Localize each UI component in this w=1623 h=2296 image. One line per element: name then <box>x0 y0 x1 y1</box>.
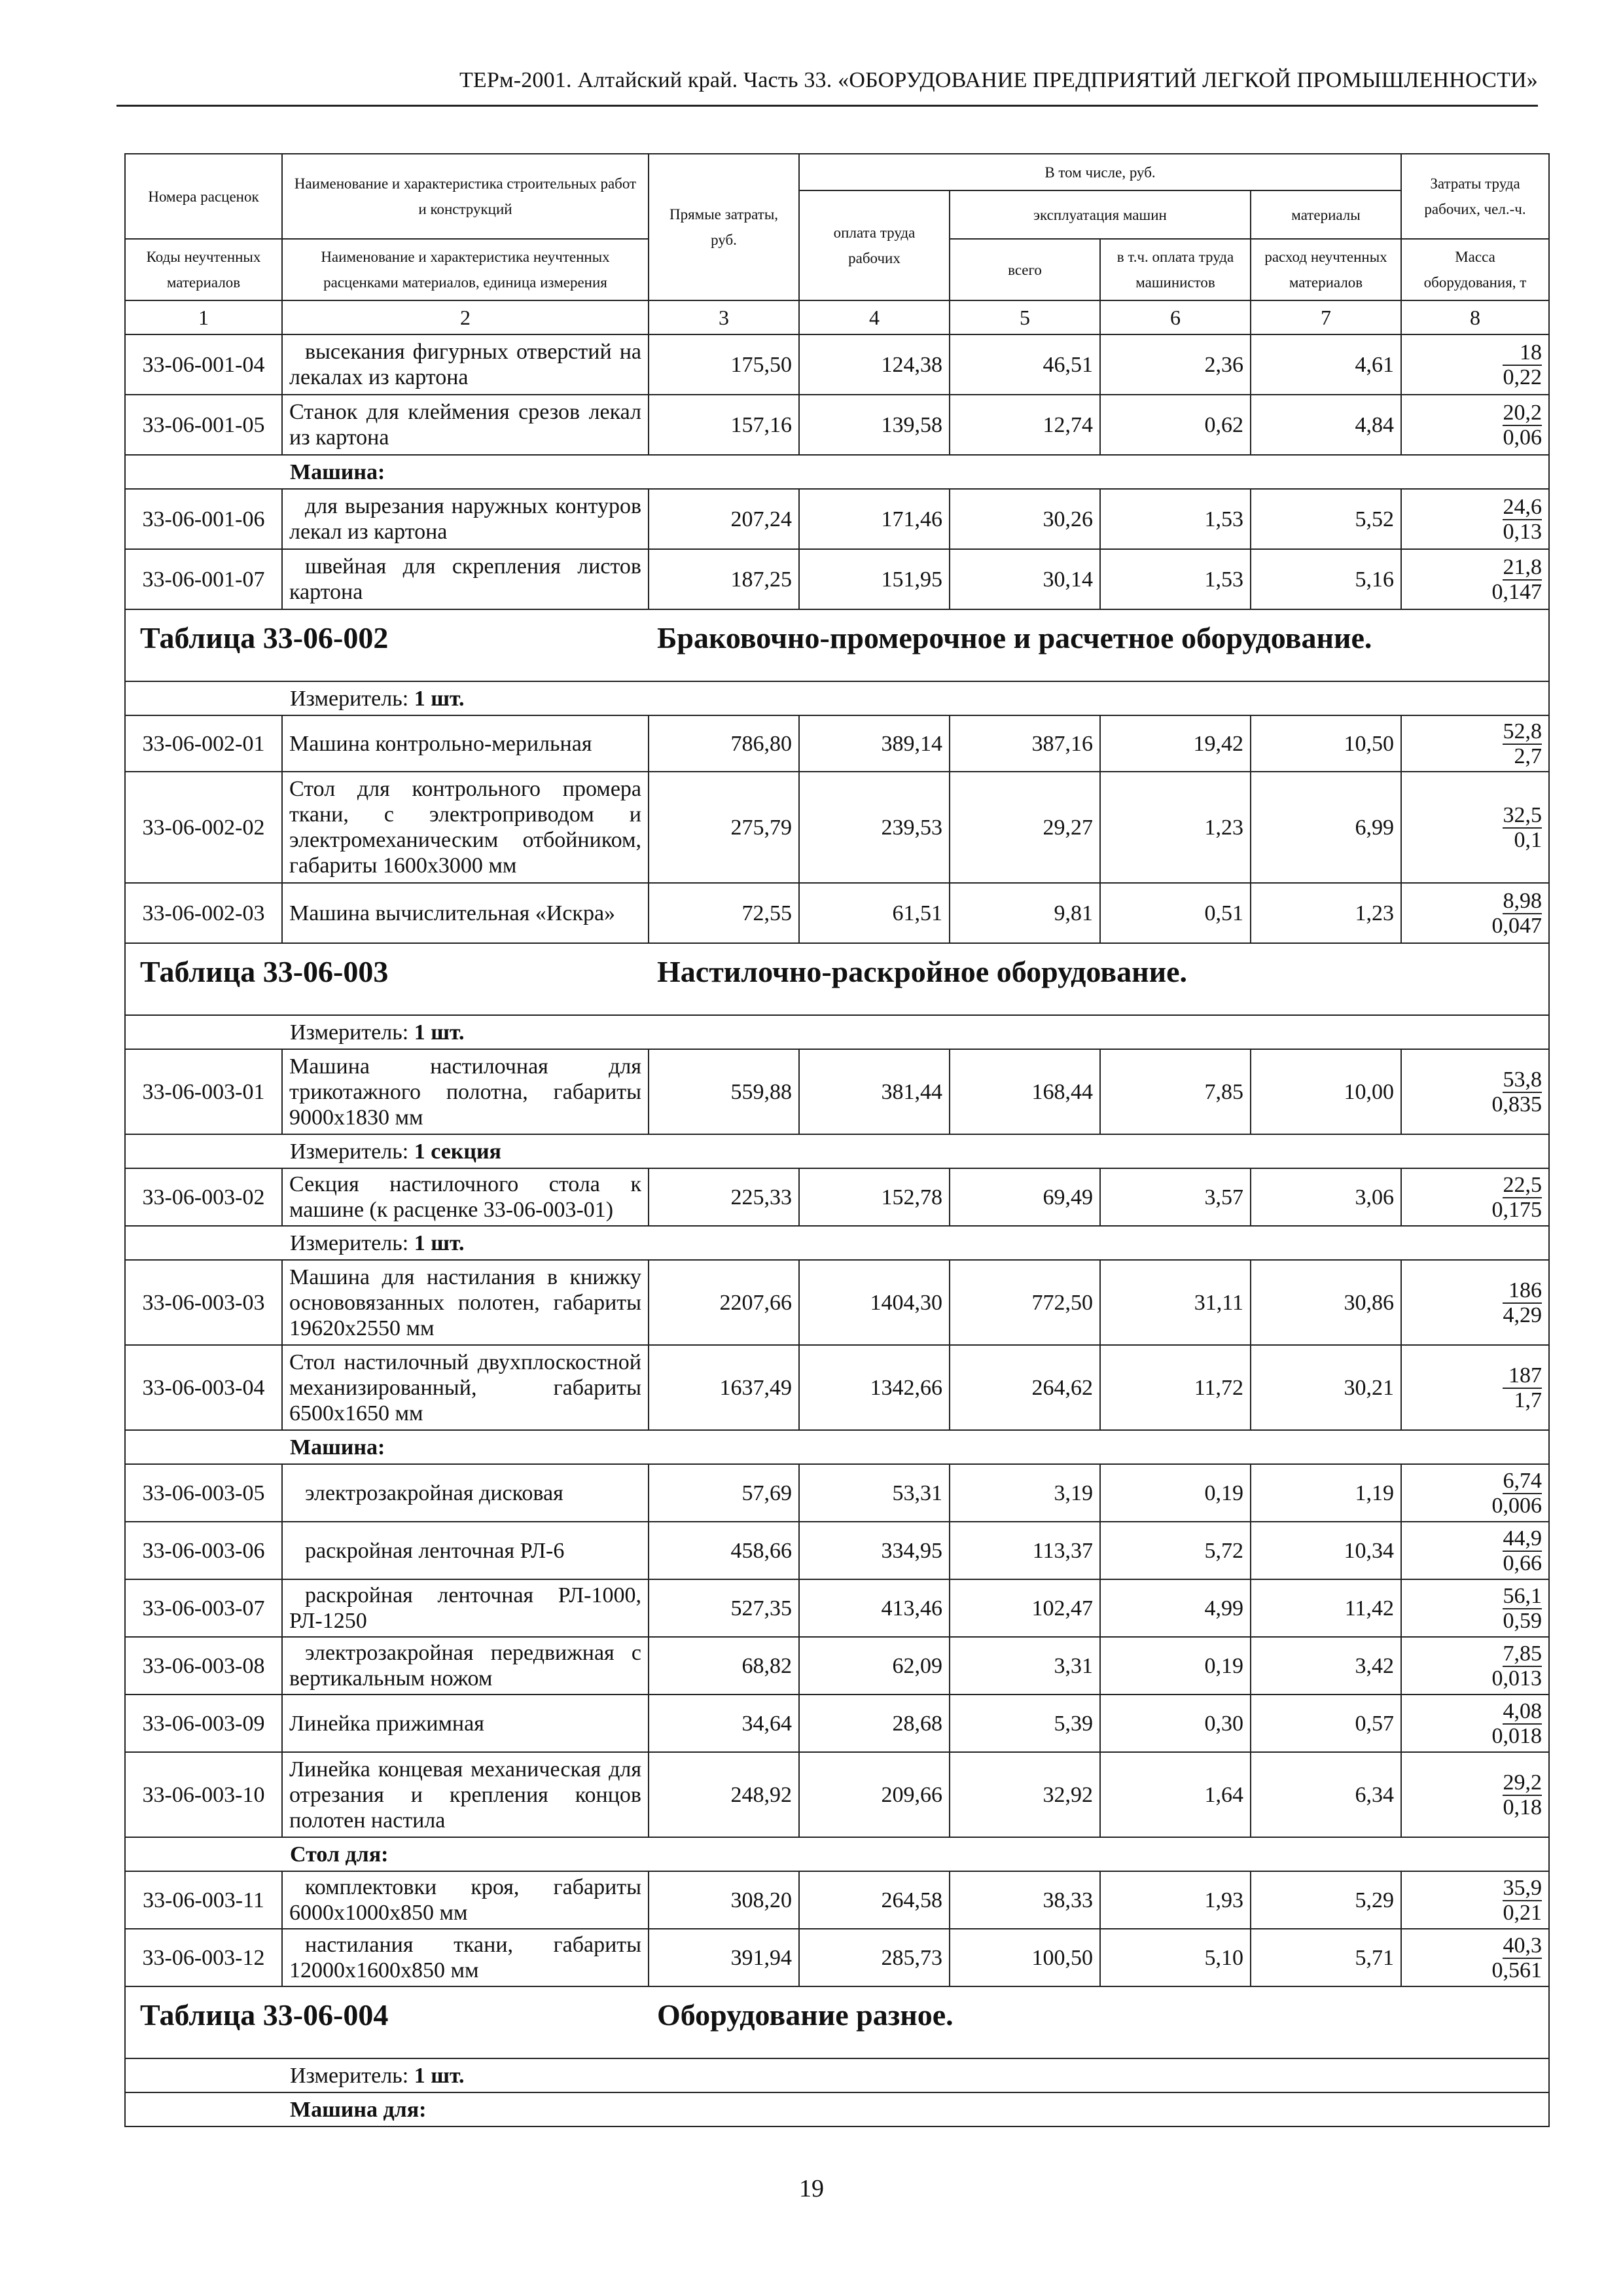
page-number: 19 <box>799 2175 824 2202</box>
table-row <box>125 489 1549 549</box>
labor-pay: 139,58 <box>799 395 950 455</box>
materials: 30,21 <box>1251 1345 1401 1430</box>
measure-value: 1 шт. <box>414 1230 465 1255</box>
group-label: Машина: <box>282 455 1549 489</box>
machines-total: 69,49 <box>950 1168 1100 1226</box>
labor-mass-fraction <box>1401 1637 1549 1695</box>
machines-pay: 1,93 <box>1100 1871 1251 1929</box>
table-row <box>125 334 1549 395</box>
rate-name: Секция настилочного стола к машине (к расценке 33-06-003-01) <box>282 1168 649 1226</box>
rate-code: 33-06-003-04 <box>125 1345 282 1430</box>
rate-code: 33-06-003-01 <box>125 1049 282 1134</box>
materials: 4,61 <box>1251 334 1401 395</box>
col-machines-header: эксплуатация машин <box>950 190 1251 239</box>
table-body <box>125 334 1549 2126</box>
labor-mass-fraction <box>1401 1464 1549 1522</box>
machines-total: 3,19 <box>950 1464 1100 1522</box>
machines-total: 38,33 <box>950 1871 1100 1929</box>
subtable-title: Таблица 33-06-003 <box>140 955 389 988</box>
labor-cost-value: 29,2 <box>1503 1770 1543 1795</box>
rate-name: высекания фигурных отверстий на лекалах из картона <box>282 334 649 395</box>
subtable-heading <box>125 1986 1549 2058</box>
labor-cost-value: 4,08 <box>1503 1699 1543 1723</box>
measure-label <box>282 2058 1549 2092</box>
mass-value: 0,22 <box>1503 365 1543 389</box>
rate-name: Линейка концевая механическая для отрезания и крепления концов полотен настила <box>282 1752 649 1837</box>
machines-pay: 1,53 <box>1100 489 1251 549</box>
labor-pay: 389,14 <box>799 715 950 772</box>
col-labor-cost-header: Затраты труда рабочих, чел.-ч. <box>1401 154 1549 239</box>
labor-cost-value: 53,8 <box>1503 1067 1543 1092</box>
materials: 1,19 <box>1251 1464 1401 1522</box>
table-row <box>125 772 1549 883</box>
table-row <box>125 395 1549 455</box>
materials: 5,52 <box>1251 489 1401 549</box>
direct-cost: 157,16 <box>649 395 799 455</box>
machines-pay: 4,99 <box>1100 1579 1251 1637</box>
subtable-heading-row <box>125 943 1549 1015</box>
machines-total: 5,39 <box>950 1695 1100 1752</box>
col-direct-header: Прямые затраты, руб. <box>649 154 799 300</box>
labor-cost-value: 8,98 <box>1503 889 1543 913</box>
labor-pay: 1342,66 <box>799 1345 950 1430</box>
machines-total: 29,27 <box>950 772 1100 883</box>
table-header <box>125 154 1549 334</box>
mass-value: 0,006 <box>1491 1494 1543 1518</box>
measure-row <box>125 1134 1549 1168</box>
direct-cost: 57,69 <box>649 1464 799 1522</box>
materials: 5,71 <box>1251 1929 1401 1986</box>
rate-code: 33-06-003-02 <box>125 1168 282 1226</box>
rate-code: 33-06-002-01 <box>125 715 282 772</box>
materials: 0,57 <box>1251 1695 1401 1752</box>
col-codes-alt-header: Коды неучтенных материалов <box>125 239 282 300</box>
direct-cost: 225,33 <box>649 1168 799 1226</box>
labor-pay: 285,73 <box>799 1929 950 1986</box>
measure-prefix: Измеритель: <box>290 1020 409 1045</box>
labor-mass-fraction <box>1401 1579 1549 1637</box>
measure-value: 1 шт. <box>414 1020 465 1045</box>
direct-cost: 68,82 <box>649 1637 799 1695</box>
machines-total: 102,47 <box>950 1579 1100 1637</box>
labor-mass-fraction <box>1401 1522 1549 1579</box>
labor-cost-value: 32,5 <box>1503 803 1543 827</box>
materials: 30,86 <box>1251 1260 1401 1345</box>
group-label-row <box>125 1837 1549 1871</box>
rate-code: 33-06-001-04 <box>125 334 282 395</box>
labor-pay: 53,31 <box>799 1464 950 1522</box>
group-label-row <box>125 2092 1549 2126</box>
rate-name: электрозакройная передвижная с вертикальным ножом <box>282 1637 649 1695</box>
machines-total: 264,62 <box>950 1345 1100 1430</box>
rate-code: 33-06-002-03 <box>125 883 282 943</box>
col-materials-alt-header: расход неучтенных материалов <box>1251 239 1401 300</box>
col-machines-pay-header: в т.ч. оплата труда машинистов <box>1100 239 1251 300</box>
labor-pay: 334,95 <box>799 1522 950 1579</box>
mass-value: 0,018 <box>1491 1724 1543 1748</box>
labor-pay: 413,46 <box>799 1579 950 1637</box>
machines-pay: 1,53 <box>1100 549 1251 609</box>
measure-label <box>282 1015 1549 1049</box>
machines-pay: 19,42 <box>1100 715 1251 772</box>
table-row <box>125 549 1549 609</box>
mass-value: 0,13 <box>1503 520 1543 544</box>
labor-cost-value: 44,9 <box>1503 1526 1543 1551</box>
direct-cost: 1637,49 <box>649 1345 799 1430</box>
mass-value: 0,1 <box>1514 828 1543 852</box>
direct-cost: 175,50 <box>649 334 799 395</box>
mass-value: 0,835 <box>1491 1092 1543 1117</box>
measure-label <box>282 681 1549 715</box>
measure-label <box>282 1134 1549 1168</box>
materials: 10,34 <box>1251 1522 1401 1579</box>
subtable-heading <box>125 943 1549 1015</box>
group-label-row <box>125 1430 1549 1464</box>
machines-total: 30,26 <box>950 489 1100 549</box>
col-number: 6 <box>1100 300 1251 334</box>
labor-mass-fraction <box>1401 395 1549 455</box>
labor-cost-value: 52,8 <box>1503 719 1543 744</box>
mass-value: 0,175 <box>1491 1198 1543 1222</box>
machines-total: 113,37 <box>950 1522 1100 1579</box>
labor-cost-value: 35,9 <box>1503 1876 1543 1900</box>
machines-total: 46,51 <box>950 334 1100 395</box>
col-number: 5 <box>950 300 1100 334</box>
mass-value: 0,047 <box>1491 914 1543 938</box>
table-row <box>125 1695 1549 1752</box>
subtable-description: Оборудование разное. <box>657 1998 954 2032</box>
col-number: 8 <box>1401 300 1549 334</box>
subtable-title: Таблица 33-06-002 <box>140 621 389 655</box>
rate-name: швейная для скрепления листов картона <box>282 549 649 609</box>
rate-code: 33-06-003-10 <box>125 1752 282 1837</box>
measure-value: 1 шт. <box>414 686 465 711</box>
labor-mass-fraction <box>1401 1168 1549 1226</box>
machines-pay: 7,85 <box>1100 1049 1251 1134</box>
table-row <box>125 1260 1549 1345</box>
machines-pay: 2,36 <box>1100 334 1251 395</box>
table-row <box>125 1871 1549 1929</box>
labor-pay: 62,09 <box>799 1637 950 1695</box>
materials: 6,99 <box>1251 772 1401 883</box>
labor-mass-fraction <box>1401 772 1549 883</box>
labor-pay: 28,68 <box>799 1695 950 1752</box>
col-number: 1 <box>125 300 282 334</box>
rate-name: Машина контрольно-мерильная <box>282 715 649 772</box>
machines-total: 772,50 <box>950 1260 1100 1345</box>
mass-value: 0,66 <box>1503 1551 1543 1575</box>
col-number: 4 <box>799 300 950 334</box>
header-rule <box>116 105 1538 107</box>
labor-pay: 151,95 <box>799 549 950 609</box>
rate-code: 33-06-003-06 <box>125 1522 282 1579</box>
direct-cost: 786,80 <box>649 715 799 772</box>
col-number: 7 <box>1251 300 1401 334</box>
materials: 10,00 <box>1251 1049 1401 1134</box>
mass-value: 0,561 <box>1491 1958 1543 1982</box>
machines-pay: 31,11 <box>1100 1260 1251 1345</box>
rate-name: для вырезания наружных контуров лекал из картона <box>282 489 649 549</box>
machines-pay: 5,72 <box>1100 1522 1251 1579</box>
measure-value: 1 шт. <box>414 2063 465 2088</box>
col-labor-pay-header: оплата труда рабочих <box>799 190 950 300</box>
rate-name: Машина настилочная для трикотажного полотна, габариты 9000х1830 мм <box>282 1049 649 1134</box>
rate-code: 33-06-001-06 <box>125 489 282 549</box>
machines-total: 9,81 <box>950 883 1100 943</box>
group-label: Машина: <box>282 1430 1549 1464</box>
machines-pay: 1,64 <box>1100 1752 1251 1837</box>
table-row <box>125 1579 1549 1637</box>
machines-pay: 0,19 <box>1100 1464 1251 1522</box>
mass-value: 0,21 <box>1503 1901 1543 1925</box>
materials: 11,42 <box>1251 1579 1401 1637</box>
measure-prefix: Измеритель: <box>290 686 409 711</box>
rates-table <box>124 153 1550 2127</box>
direct-cost: 527,35 <box>649 1579 799 1637</box>
machines-total: 30,14 <box>950 549 1100 609</box>
materials: 6,34 <box>1251 1752 1401 1837</box>
rate-name: электрозакройная дисковая <box>282 1464 649 1522</box>
group-label: Стол для: <box>282 1837 1549 1871</box>
table-row <box>125 715 1549 772</box>
machines-pay: 0,51 <box>1100 883 1251 943</box>
labor-mass-fraction <box>1401 883 1549 943</box>
labor-pay: 152,78 <box>799 1168 950 1226</box>
measure-row <box>125 681 1549 715</box>
rate-name: Стол для контрольного промера ткани, с электроприводом и электромеханическим отбойником, габариты 1600х3000 мм <box>282 772 649 883</box>
labor-cost-value: 20,2 <box>1503 401 1543 425</box>
rate-code: 33-06-003-11 <box>125 1871 282 1929</box>
mass-value: 4,29 <box>1503 1303 1543 1327</box>
labor-cost-value: 18 <box>1503 341 1542 366</box>
labor-mass-fraction <box>1401 1345 1549 1430</box>
labor-pay: 381,44 <box>799 1049 950 1134</box>
labor-cost-value: 24,6 <box>1503 495 1543 519</box>
rate-code: 33-06-003-12 <box>125 1929 282 1986</box>
labor-cost-value: 6,74 <box>1503 1469 1543 1493</box>
labor-cost-value: 21,8 <box>1503 555 1543 579</box>
materials: 10,50 <box>1251 715 1401 772</box>
col-name-alt-header: Наименование и характеристика неучтенных расценками материалов, единица измерения <box>282 239 649 300</box>
group-label: Машина для: <box>282 2092 1549 2126</box>
mass-value: 1,7 <box>1514 1388 1543 1412</box>
labor-pay: 1404,30 <box>799 1260 950 1345</box>
direct-cost: 391,94 <box>649 1929 799 1986</box>
machines-pay: 0,19 <box>1100 1637 1251 1695</box>
labor-mass-fraction <box>1401 334 1549 395</box>
machines-pay: 0,30 <box>1100 1695 1251 1752</box>
col-name-header: Наименование и характеристика строительных работ и конструкций <box>282 154 649 239</box>
rate-code: 33-06-002-02 <box>125 772 282 883</box>
machines-pay: 1,23 <box>1100 772 1251 883</box>
labor-cost-value: 56,1 <box>1503 1584 1543 1608</box>
materials: 3,06 <box>1251 1168 1401 1226</box>
labor-cost-value: 40,3 <box>1503 1933 1543 1958</box>
labor-cost-value: 22,5 <box>1503 1173 1543 1197</box>
col-incl-header: В том числе, руб. <box>799 154 1401 190</box>
rate-name: настилания ткани, габариты 12000х1600х850 мм <box>282 1929 649 1986</box>
rate-code: 33-06-003-05 <box>125 1464 282 1522</box>
col-materials-header: материалы <box>1251 190 1401 239</box>
rate-code: 33-06-001-05 <box>125 395 282 455</box>
labor-cost-value: 7,85 <box>1503 1641 1543 1666</box>
materials: 5,29 <box>1251 1871 1401 1929</box>
col-number: 3 <box>649 300 799 334</box>
table-row <box>125 1522 1549 1579</box>
col-codes-header: Номера расценок <box>125 154 282 239</box>
direct-cost: 2207,66 <box>649 1260 799 1345</box>
measure-row <box>125 1015 1549 1049</box>
labor-pay: 264,58 <box>799 1871 950 1929</box>
machines-total: 100,50 <box>950 1929 1100 1986</box>
mass-value: 0,18 <box>1503 1795 1543 1820</box>
rate-name: Станок для клеймения срезов лекал из картона <box>282 395 649 455</box>
rate-code: 33-06-003-09 <box>125 1695 282 1752</box>
direct-cost: 207,24 <box>649 489 799 549</box>
direct-cost: 458,66 <box>649 1522 799 1579</box>
table-row <box>125 1168 1549 1226</box>
rate-code: 33-06-003-07 <box>125 1579 282 1637</box>
table-row <box>125 1637 1549 1695</box>
direct-cost: 275,79 <box>649 772 799 883</box>
labor-pay: 171,46 <box>799 489 950 549</box>
mass-value: 0,147 <box>1491 580 1543 604</box>
rate-code: 33-06-003-08 <box>125 1637 282 1695</box>
materials: 5,16 <box>1251 549 1401 609</box>
table-row <box>125 1752 1549 1837</box>
rate-name: Линейка прижимная <box>282 1695 649 1752</box>
labor-pay: 209,66 <box>799 1752 950 1837</box>
labor-pay: 239,53 <box>799 772 950 883</box>
direct-cost: 248,92 <box>649 1752 799 1837</box>
col-mass-header: Масса оборудования, т <box>1401 239 1549 300</box>
measure-row <box>125 1226 1549 1260</box>
rate-name: комплектовки кроя, габариты 6000х1000х850 мм <box>282 1871 649 1929</box>
machines-total: 32,92 <box>950 1752 1100 1837</box>
machines-pay: 3,57 <box>1100 1168 1251 1226</box>
labor-mass-fraction <box>1401 1752 1549 1837</box>
subtable-heading-row <box>125 609 1549 681</box>
machines-total: 3,31 <box>950 1637 1100 1695</box>
materials: 3,42 <box>1251 1637 1401 1695</box>
rate-name: Машина для настилания в книжку основовязанных полотен, габариты 19620х2550 мм <box>282 1260 649 1345</box>
direct-cost: 308,20 <box>649 1871 799 1929</box>
labor-cost-value: 187 <box>1503 1364 1542 1389</box>
labor-mass-fraction <box>1401 1695 1549 1752</box>
machines-pay: 5,10 <box>1100 1929 1251 1986</box>
col-machines-total-header: всего <box>950 239 1100 300</box>
direct-cost: 34,64 <box>649 1695 799 1752</box>
rate-name: Машина вычислительная «Искра» <box>282 883 649 943</box>
labor-mass-fraction <box>1401 1871 1549 1929</box>
labor-mass-fraction <box>1401 1049 1549 1134</box>
labor-mass-fraction <box>1401 1929 1549 1986</box>
col-number: 2 <box>282 300 649 334</box>
measure-prefix: Измеритель: <box>290 2063 409 2088</box>
rate-name: Стол настилочный двухплоскостной механизированный, габариты 6500х1650 мм <box>282 1345 649 1430</box>
table-row <box>125 883 1549 943</box>
machines-pay: 0,62 <box>1100 395 1251 455</box>
machines-pay: 11,72 <box>1100 1345 1251 1430</box>
table-row <box>125 1049 1549 1134</box>
table-row <box>125 1345 1549 1430</box>
measure-label <box>282 1226 1549 1260</box>
labor-mass-fraction <box>1401 715 1549 772</box>
rate-name: раскройная ленточная РЛ-1000, РЛ-1250 <box>282 1579 649 1637</box>
direct-cost: 187,25 <box>649 549 799 609</box>
measure-value: 1 секция <box>414 1139 501 1164</box>
labor-mass-fraction <box>1401 549 1549 609</box>
labor-pay: 61,51 <box>799 883 950 943</box>
direct-cost: 559,88 <box>649 1049 799 1134</box>
mass-value: 2,7 <box>1514 744 1543 768</box>
rate-name: раскройная ленточная РЛ-6 <box>282 1522 649 1579</box>
mass-value: 0,59 <box>1503 1609 1543 1633</box>
measure-prefix: Измеритель: <box>290 1139 409 1164</box>
rate-code: 33-06-003-03 <box>125 1260 282 1345</box>
rate-code: 33-06-001-07 <box>125 549 282 609</box>
mass-value: 0,013 <box>1491 1666 1543 1691</box>
subtable-heading-row <box>125 1986 1549 2058</box>
machines-total: 12,74 <box>950 395 1100 455</box>
table-row <box>125 1929 1549 1986</box>
running-header: ТЕРм-2001. Алтайский край. Часть 33. «ОБОРУДОВАНИЕ ПРЕДПРИЯТИЙ ЛЕГКОЙ ПРОМЫШЛЕННОСТИ» <box>459 68 1538 92</box>
labor-mass-fraction <box>1401 1260 1549 1345</box>
labor-cost-value: 186 <box>1503 1279 1542 1304</box>
labor-pay: 124,38 <box>799 334 950 395</box>
measure-prefix: Измеритель: <box>290 1230 409 1255</box>
materials: 1,23 <box>1251 883 1401 943</box>
labor-mass-fraction <box>1401 489 1549 549</box>
materials: 4,84 <box>1251 395 1401 455</box>
table-row <box>125 1464 1549 1522</box>
group-label-row <box>125 455 1549 489</box>
subtable-description: Настилочно-раскройное оборудование. <box>657 955 1188 988</box>
machines-total: 387,16 <box>950 715 1100 772</box>
direct-cost: 72,55 <box>649 883 799 943</box>
subtable-heading <box>125 609 1549 681</box>
machines-total: 168,44 <box>950 1049 1100 1134</box>
mass-value: 0,06 <box>1503 425 1543 450</box>
measure-row <box>125 2058 1549 2092</box>
subtable-description: Браковочно-промерочное и расчетное оборудование. <box>657 621 1372 655</box>
subtable-title: Таблица 33-06-004 <box>140 1998 389 2032</box>
